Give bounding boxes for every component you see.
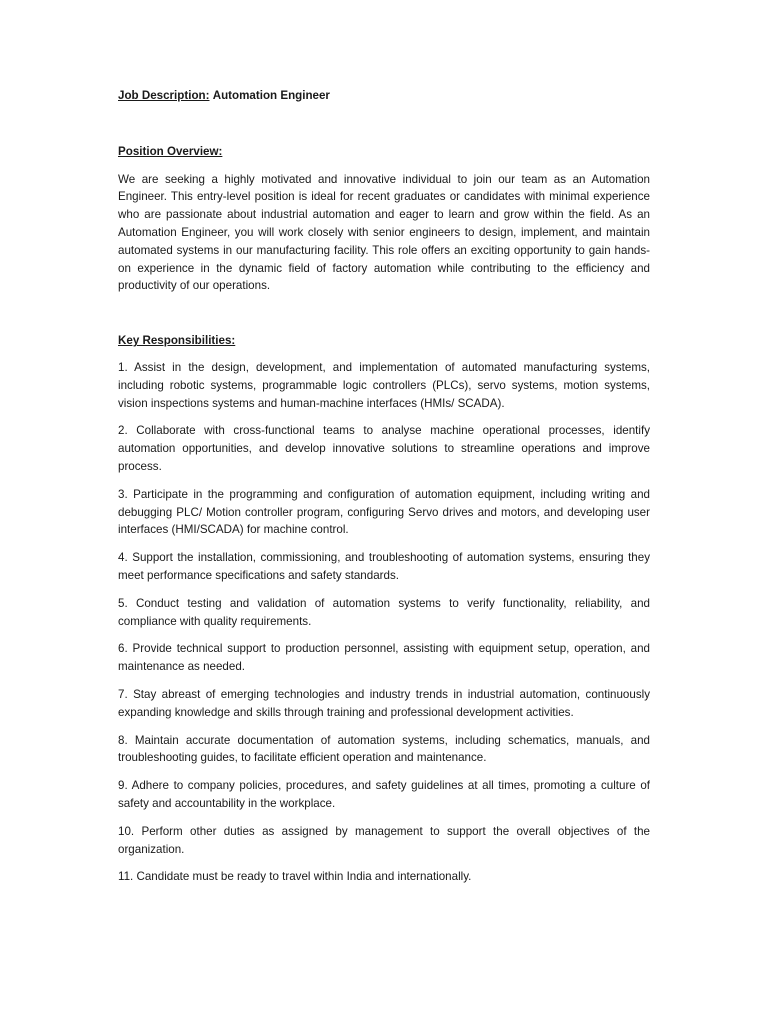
responsibility-item-11: 11. Candidate must be ready to travel within India and internationally. (118, 870, 472, 884)
responsibility-item-7: 7. Stay abreast of emerging technologies and industry trends in industrial automation, continuously expanding knowledge and skills through training and professional development activities. (118, 687, 650, 719)
responsibility-item-3: 3. Participate in the programming and configuration of automation equipment, including writing and debugging PLC/ Motion controller program, configuring Servo drives and motors, and developing user interfaces (HMI/SCADA) for machine control. (118, 487, 650, 537)
document-title (118, 87, 650, 105)
position-overview-text: We are seeking a highly motivated and innovative individual to join our team as an Automation Engineer. This entry-level position is ideal for recent graduates or candidates with minimal experience who are passionate about industrial automation and eager to learn and grow within the field. As an Automation Engineer, you will work closely with senior engineers to design, implement, and maintain automated systems in our manufacturing facility. This role offers an exciting opportunity to gain hands-on experience in the dynamic field of factory automation while contributing to the efficiency and productivity of our operations. (118, 172, 650, 293)
responsibility-item-5: 5. Conduct testing and validation of automation systems to verify functionality, reliability, and compliance with quality requirements. (118, 596, 650, 628)
responsibility-item-2: 2. Collaborate with cross-functional teams to analyse machine operational processes, identify automation opportunities, and develop innovative solutions to streamline operations and improve process. (118, 424, 650, 473)
responsibility-item-9: 9. Adhere to company policies, procedures, and safety guidelines at all times, promoting a culture of safety and accountability in the workplace. (118, 779, 650, 810)
title-value: Automation Engineer (212, 89, 330, 102)
responsibility-item-8: 8. Maintain accurate documentation of automation systems, including schematics, manuals, and troubleshooting guides, to facilitate efficient operation and maintenance. (118, 733, 650, 765)
document-page (118, 87, 650, 896)
key-responsibilities-heading: Key Responsibilities: (118, 334, 236, 348)
responsibility-item-6: 6. Provide technical support to production personnel, assisting with equipment setup, operation, and maintenance as needed. (118, 642, 650, 674)
position-overview-heading: Position Overview: (118, 144, 223, 158)
responsibilities-list (118, 359, 650, 886)
responsibility-item-4: 4. Support the installation, commissioning, and troubleshooting of automation systems, ensuring they meet performance specifications and safety standards. (118, 551, 650, 582)
responsibility-item-1: 1. Assist in the design, development, and implementation of automated manufacturing systems, including robotic systems, programmable logic controllers (PLCs), servo systems, motion systems, vision inspections systems and human-machine interfaces (HMIs/ SCADA). (118, 360, 650, 410)
responsibility-item-10: 10. Perform other duties as assigned by management to support the overall objectives of the organization. (118, 824, 650, 856)
title-label: Job Description: (118, 89, 210, 102)
